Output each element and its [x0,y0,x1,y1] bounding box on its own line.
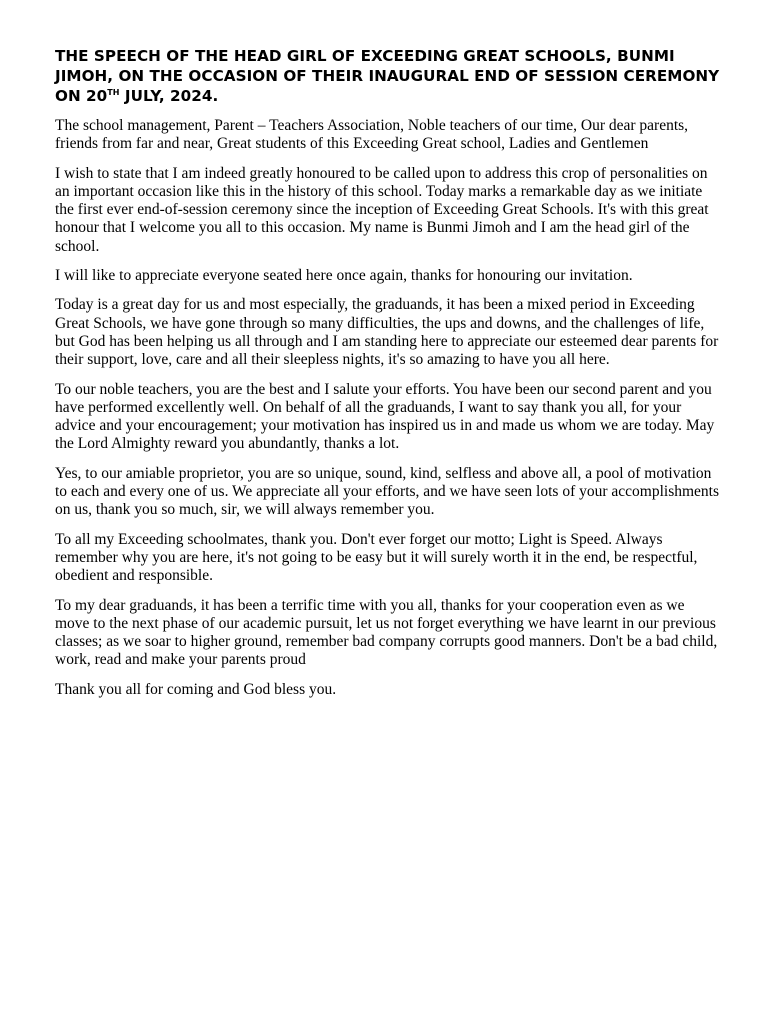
document-page [55,46,720,710]
paragraph-appreciation: I will like to appreciate everyone seated here once again, thanks for honouring our invitation. [55,267,633,285]
title-text: THE SPEECH OF THE HEAD GIRL OF EXCEEDING GREAT SCHOOLS, BUNMI JIMOH, ON THE OCCASION OF THEIR INAUGURAL END OF SESSION CEREMONY ON 20 [55,47,720,105]
paragraph-graduands: To my dear graduands, it has been a terrific time with you all, thanks for your cooperation even as we move to the next phase of our academic pursuit, let us not forget everything we have learnt in our previous classes; as we soar to higher ground, remember bad company corrupts good manners. Don't be a bad child, work, read and make your parents proud [55,596,718,669]
title-text-end: JULY, 2024. [119,87,219,105]
speech-title [55,46,720,106]
paragraph-teachers: To our noble teachers, you are the best and I salute your efforts. You have been our second parent and you have performed excellently well. On behalf of all the graduands, I want to say thank you all, for your advice and your encouragement; your motivation has inspired us in and made us whom we are today. May the Lord Almighty reward you abundantly, thanks a lot. [55,380,715,453]
paragraph-parents: Today is a great day for us and most especially, the graduands, it has been a mixed period in Exceeding Great Schools, we have gone through so many difficulties, the ups and downs, and the challenges of life, but God has been helping us all through and I am standing here to appreciate our esteemed dear parents for their support, love, care and all their sleepless nights, it's so amazing to have you all here. [55,296,719,369]
paragraph-greeting: The school management, Parent – Teachers Association, Noble teachers of our time, Our dear parents, friends from far and near, Great students of this Exceeding Great school, Ladies and Gentlemen [55,117,689,153]
paragraph-introduction: I wish to state that I am indeed greatly honoured to be called upon to address this crop of personalities on an important occasion like this in the history of this school. Today marks a remarkable day as we initiate the first ever end-of-session ceremony since the inception of Exceeding Great Schools. It's with this great honour that I welcome you all to this occasion. My name is Bunmi Jimoh and I am the head girl of the school. [55,164,709,255]
paragraph-schoolmates: To all my Exceeding schoolmates, thank you. Don't ever forget our motto; Light is Speed. Always remember why you are here, it's not going to be easy but it will surely worth it in the end, be respectful, obedient and responsible. [55,530,698,585]
paragraph-closing: Thank you all for coming and God bless you. [55,680,337,698]
paragraph-proprietor: Yes, to our amiable proprietor, you are so unique, sound, kind, selfless and above all, a pool of motivation to each and every one of us. We appreciate all your efforts, and we have seen lots of your accomplishments on us, thank you so much, sir, we will always remember you. [55,464,720,519]
title-superscript: TH [107,87,120,97]
